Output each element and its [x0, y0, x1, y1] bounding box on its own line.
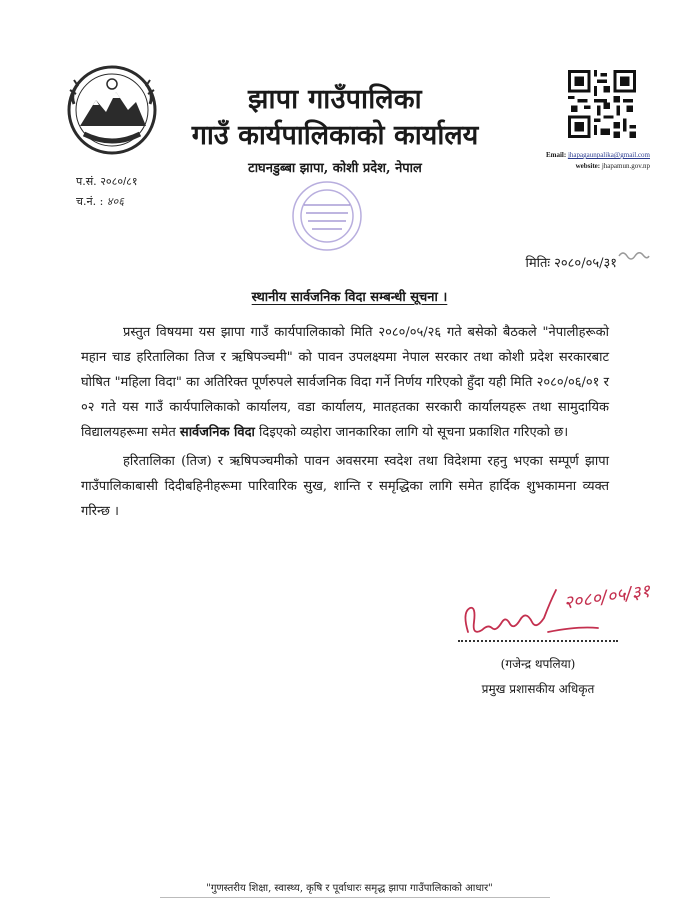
para1-text-a: प्रस्तुत विषयमा यस झापा गाउँ कार्यपालिकाको मिति २०८०/०५/२६ गते बसेको बैठकले "नेपालीहरूको महान चाड हरितालिका तिज र ऋषिपञ्चमी" को पावन उपलक्ष्यमा नेपाल सरकार तथा कोशी प्रदेश सरकारबाट घोषित "महिला विदा" का अतिरिक्त पूर्णरुपले सार्वजनिक विदा गर्ने निर्णय गरिएको हुँदा यही मिति २०८०/०६/०१ र ०२ गते यस गाउँ कार्यपालिकाको कार्यालय, वडा कार्यालय, मातहतका सरकारी कार्यालयहरू तथा सामुदायिक विद्यालयहरूमा समेत	[81, 325, 609, 440]
reference-numbers	[76, 172, 138, 211]
signature-date: २०८०/०५/३१	[562, 580, 652, 614]
office-address: टाघनडुब्बा झापा, कोशी प्रदेश, नेपाल	[248, 161, 422, 176]
date-label: मितिः	[525, 256, 551, 271]
office-stamp-icon	[282, 176, 372, 256]
footer-divider	[160, 897, 550, 898]
office-name: गाउँ कार्यपालिकाको कार्यालय	[191, 120, 479, 151]
subject-text: स्थानीय सार्वजनिक विदा सम्बन्धी सूचना ।	[251, 290, 448, 305]
notice-body	[81, 320, 609, 528]
cn-label: च.नं. :	[76, 195, 104, 208]
body-paragraph-1	[81, 320, 609, 445]
nepal-emblem-icon	[66, 64, 158, 156]
signatory-name: (गजेन्द्र थपलिया)	[500, 657, 576, 671]
contact-info	[500, 150, 650, 172]
date-scribble-icon	[617, 248, 651, 262]
website-link[interactable]: jhapamun.gov.np	[601, 162, 650, 170]
cn-value: ४०६	[106, 195, 124, 208]
ps-label: प.सं.	[76, 175, 97, 188]
notice-date	[525, 253, 617, 271]
date-value: २०८०/०५/३१	[554, 256, 617, 271]
email-link[interactable]: jhapagaunpalika@gmail.com	[567, 151, 650, 159]
notice-subject	[0, 287, 699, 305]
body-paragraph-2: हरितालिका (तिज) र ऋषिपञ्चमीको पावन अवसरमा स्वदेश तथा विदेशमा रहनु भएका सम्पूर्ण झापा गाउँपालिकाबासी दिदीबहिनीहरूमा पारिवारिक सुख, शान्ति र समृद्धिका लागि समेत हार्दिक शुभकामना व्यक्त गरिन्छ ।	[81, 454, 609, 519]
email-label: Email:	[545, 151, 567, 159]
signatory-title: प्रमुख प्रशासकीय अधिकृत	[481, 682, 595, 696]
footer-slogan: "गुणस्तरीय शिक्षा, स्वास्थ्य, कृषि र पूर्वाधारः समृद्ध झापा गाउँपालिकाको आधार"	[206, 883, 493, 894]
website-label: website:	[575, 162, 601, 170]
para1-text-b: दिइएको व्यहोरा जानकारिका लागि यो सूचना प्रकाशित गरिएको छ।	[259, 425, 569, 440]
org-name: झापा गाउँपालिका	[248, 84, 422, 115]
signature-line	[458, 640, 618, 642]
qr-code-icon	[568, 70, 636, 138]
ps-value: २०८०/८१	[100, 176, 138, 188]
para1-bold-text: सार्वजनिक विदा	[179, 425, 255, 440]
